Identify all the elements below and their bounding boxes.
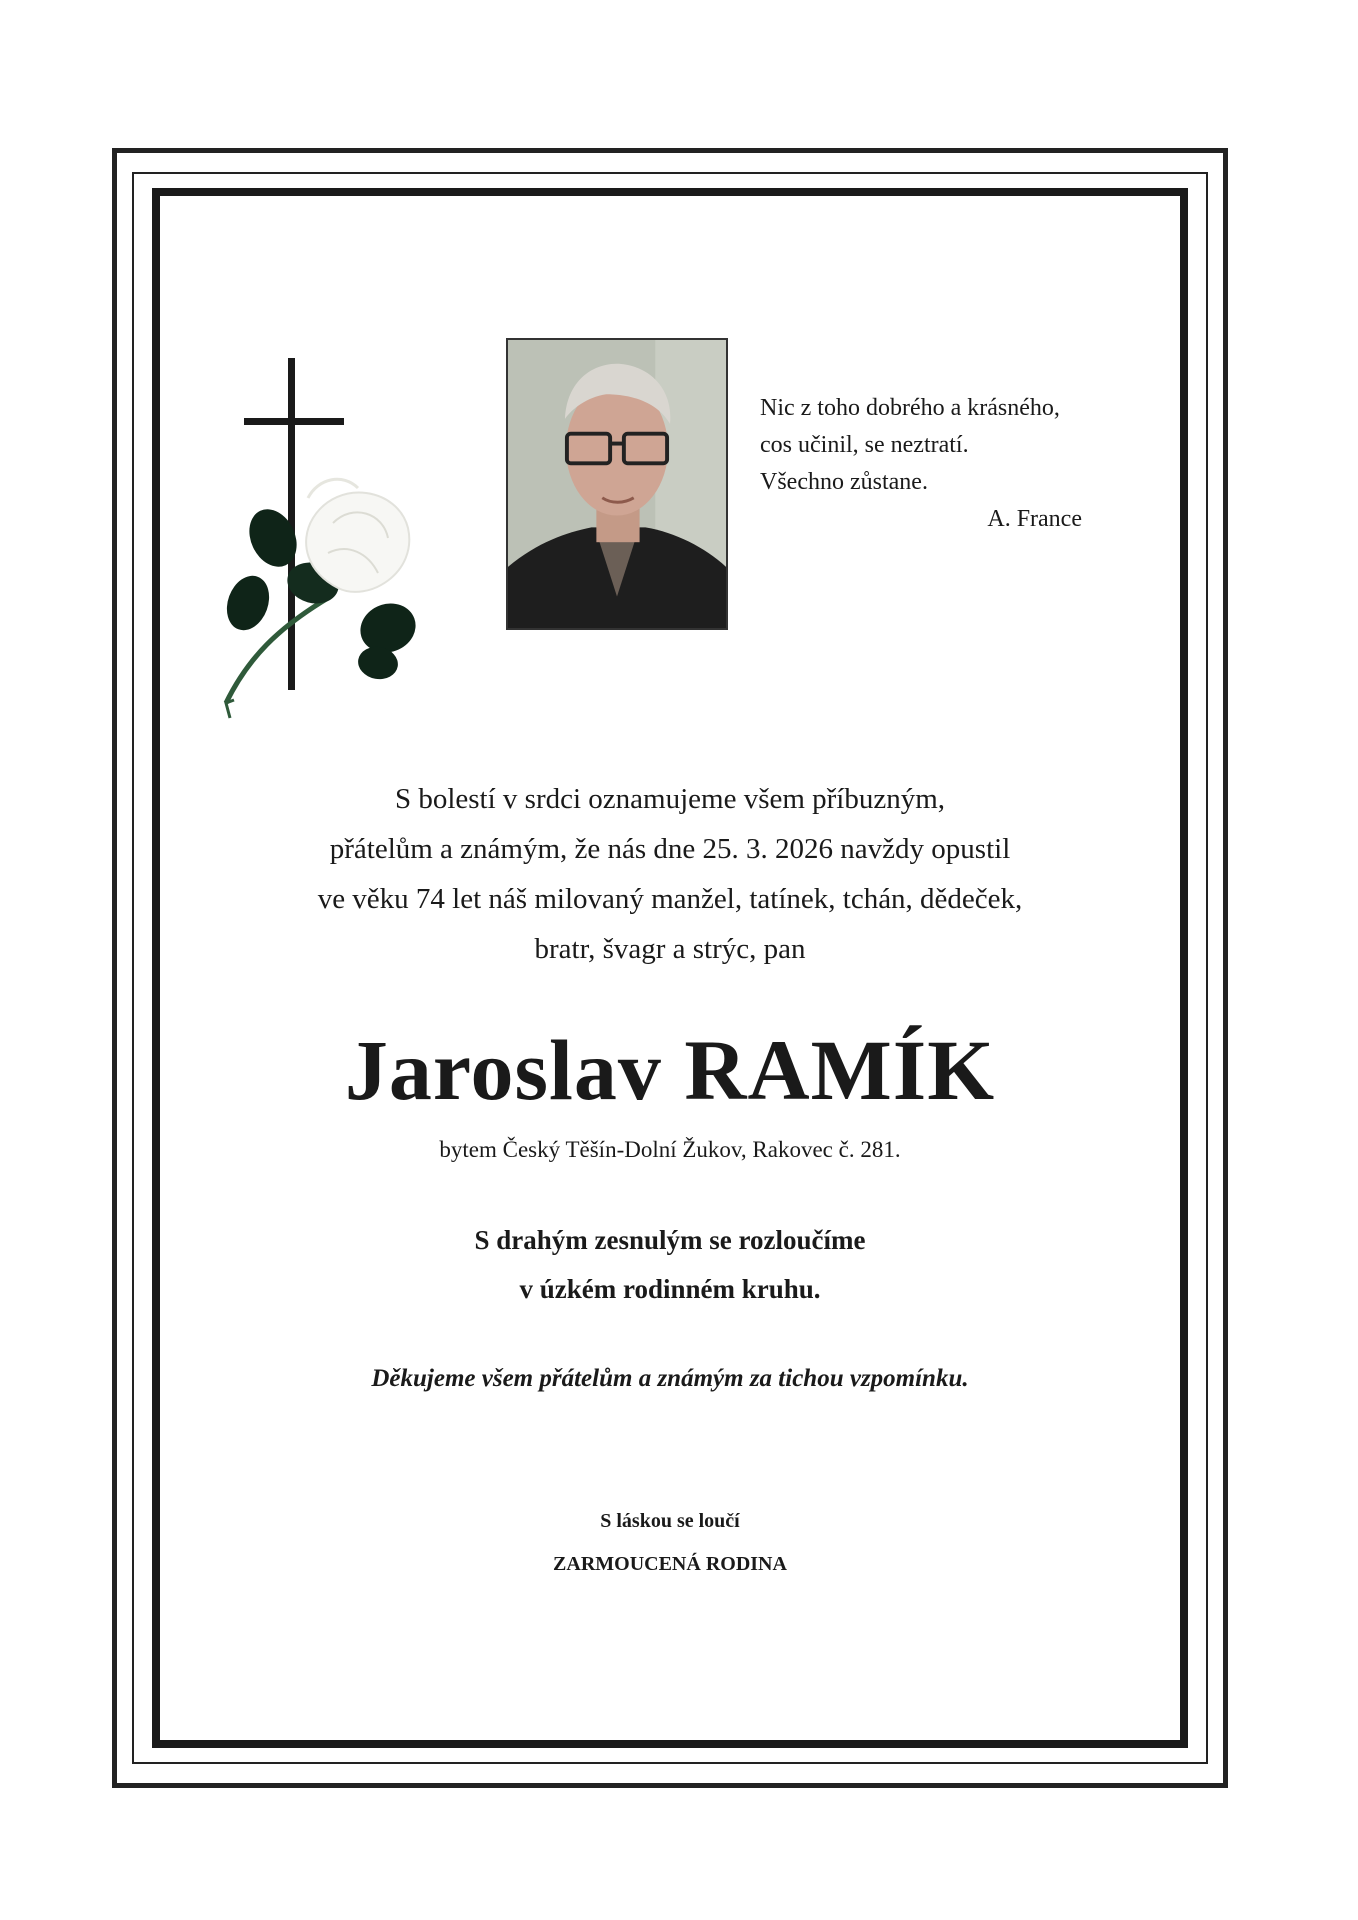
memorial-quote — [760, 390, 1100, 538]
death-announcement-text — [200, 774, 1140, 974]
deceased-name: Jaroslav RAMÍK — [344, 1022, 996, 1118]
cross-horizontal-bar — [244, 418, 344, 425]
quote-line: cos učinil, se neztratí. — [760, 432, 969, 458]
farewell-line: v úzkém rodinném kruhu. — [519, 1274, 821, 1304]
deceased-portrait-photo — [506, 338, 728, 630]
farewell-line: S drahým zesnulým se rozloučíme — [474, 1225, 866, 1255]
quote-line: Všechno zůstane. — [760, 469, 928, 495]
signoff-family: ZARMOUCENÁ RODINA — [553, 1553, 787, 1575]
announcement-line: ve věku 74 let náš milovaný manžel, tatínek, tchán, dědeček, — [317, 883, 1023, 915]
quote-line: Nic z toho dobrého a krásného, — [760, 395, 1060, 421]
thanks-line: Děkujeme všem přátelům a známým za tichou vzpomínku. — [371, 1365, 969, 1392]
farewell-notice — [200, 1216, 1140, 1314]
family-signoff — [200, 1500, 1140, 1586]
announcement-line: S bolestí v srdci oznamujeme všem příbuzným, — [394, 783, 946, 815]
signoff-line: S láskou se loučí — [600, 1510, 740, 1532]
announcement-line: přátelům a známým, že nás dne 25. 3. 2026 navždy opustil — [329, 833, 1011, 865]
announcement-line: bratr, švagr a strýc, pan — [534, 933, 806, 965]
cross-with-rose-icon — [218, 358, 458, 728]
quote-author: A. France — [987, 506, 1082, 532]
deceased-address: bytem Český Těšín-Dolní Žukov, Rakovec č. 281. — [439, 1137, 901, 1162]
